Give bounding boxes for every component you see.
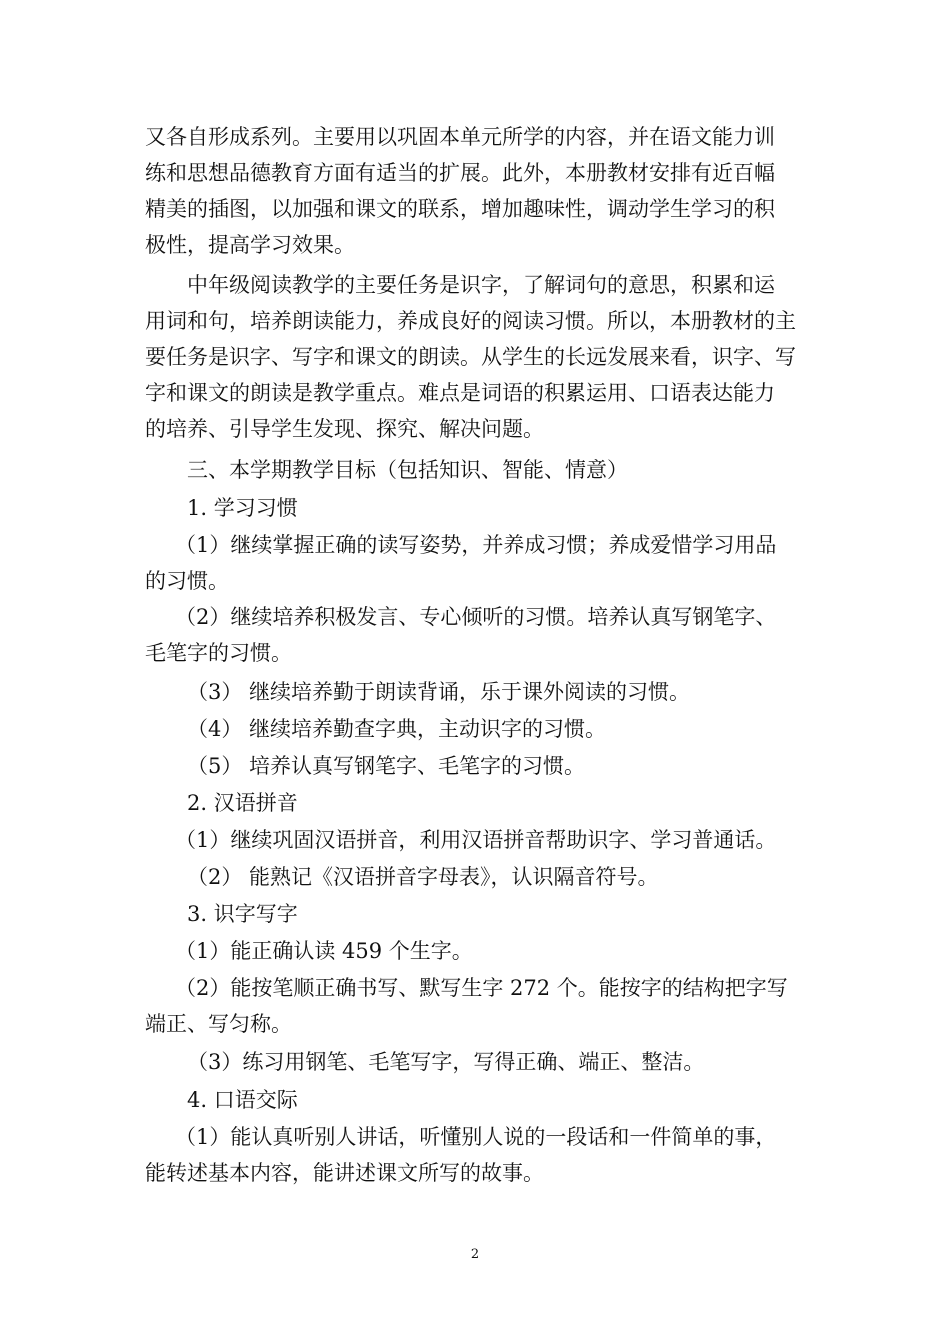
text-line: 三、本学期教学目标（包括知识、智能、情意）: [187, 458, 628, 482]
text-line: 4. 口语交际: [187, 1088, 298, 1112]
paragraph-textbook-overview: [145, 119, 810, 263]
text-line: （5） 培养认真写钢笔字、毛笔字的习惯。: [187, 754, 586, 778]
paragraph-reading-tasks: [145, 267, 810, 447]
page-number: 2: [470, 1247, 480, 1262]
list-item-literacy-3: [145, 1044, 810, 1080]
text-line: （3）练习用钢笔、毛笔写字，写得正确、端正、整洁。: [187, 1050, 705, 1074]
list-item-habit-1: [145, 527, 810, 599]
text-line: （2） 能熟记《汉语拼音字母表》，认识隔音符号。: [187, 865, 659, 889]
text-line: （1）继续巩固汉语拼音，利用汉语拼音帮助识字、学习普通话。: [175, 828, 777, 852]
text-line: 1. 学习习惯: [187, 496, 298, 520]
text-line: （1）能认真听别人讲话，听懂别人说的一段话和一件简单的事，: [175, 1125, 777, 1149]
text-line: 练和思想品德教育方面有适当的扩展。此外，本册教材安排有近百幅: [145, 161, 775, 185]
text-line: 要任务是识字、写字和课文的朗读。从学生的长远发展来看，识字、写: [145, 345, 796, 369]
text-line: （2）能按笔顺正确书写、默写生字 272 个。能按字的结构把字写: [175, 976, 788, 1000]
list-item-pinyin-2: [145, 859, 810, 895]
list-item-habit-2: [145, 599, 810, 671]
text-line: （1）继续掌握正确的读写姿势，并养成习惯；养成爱惜学习用品: [175, 533, 777, 557]
text-line: 极性，提高学习效果。: [145, 233, 355, 257]
text-line: 毛笔字的习惯。: [145, 641, 292, 665]
list-item-oral-1: [145, 1119, 810, 1191]
text-line: 的习惯。: [145, 569, 229, 593]
text-line: （3） 继续培养勤于朗读背诵，乐于课外阅读的习惯。: [187, 680, 691, 704]
subheading-literacy-writing: [145, 896, 810, 932]
text-line: 3. 识字写字: [187, 902, 298, 926]
list-item-habit-3: [145, 674, 810, 710]
text-line: 用词和句，培养朗读能力，养成良好的阅读习惯。所以，本册教材的主: [145, 309, 796, 333]
section-heading-goals: [145, 452, 810, 488]
subheading-pinyin: [145, 785, 810, 821]
text-line: 的培养、引导学生发现、探究、解决问题。: [145, 417, 544, 441]
list-item-pinyin-1: [145, 822, 810, 858]
list-item-habit-5: [145, 748, 810, 784]
text-line: 中年级阅读教学的主要任务是识字，了解词句的意思，积累和运: [187, 273, 775, 297]
list-item-habit-4: [145, 711, 810, 747]
text-line: 2. 汉语拼音: [187, 791, 298, 815]
text-line: （2）继续培养积极发言、专心倾听的习惯。培养认真写钢笔字、: [175, 605, 777, 629]
text-line: 端正、写匀称。: [145, 1012, 292, 1036]
subheading-study-habits: [145, 490, 810, 526]
list-item-literacy-2: [145, 970, 810, 1042]
text-line: （4） 继续培养勤查字典，主动识字的习惯。: [187, 717, 607, 741]
list-item-literacy-1: [145, 933, 810, 969]
text-line: 精美的插图，以加强和课文的联系，增加趣味性，调动学生学习的积: [145, 197, 775, 221]
subheading-oral-communication: [145, 1082, 810, 1118]
text-line: （1）能正确认读 459 个生字。: [175, 939, 473, 963]
text-line: 又各自形成系列。主要用以巩固本单元所学的内容，并在语文能力训: [145, 125, 775, 149]
text-line: 字和课文的朗读是教学重点。难点是词语的积累运用、口语表达能力: [145, 381, 775, 405]
text-line: 能转述基本内容，能讲述课文所写的故事。: [145, 1161, 544, 1185]
